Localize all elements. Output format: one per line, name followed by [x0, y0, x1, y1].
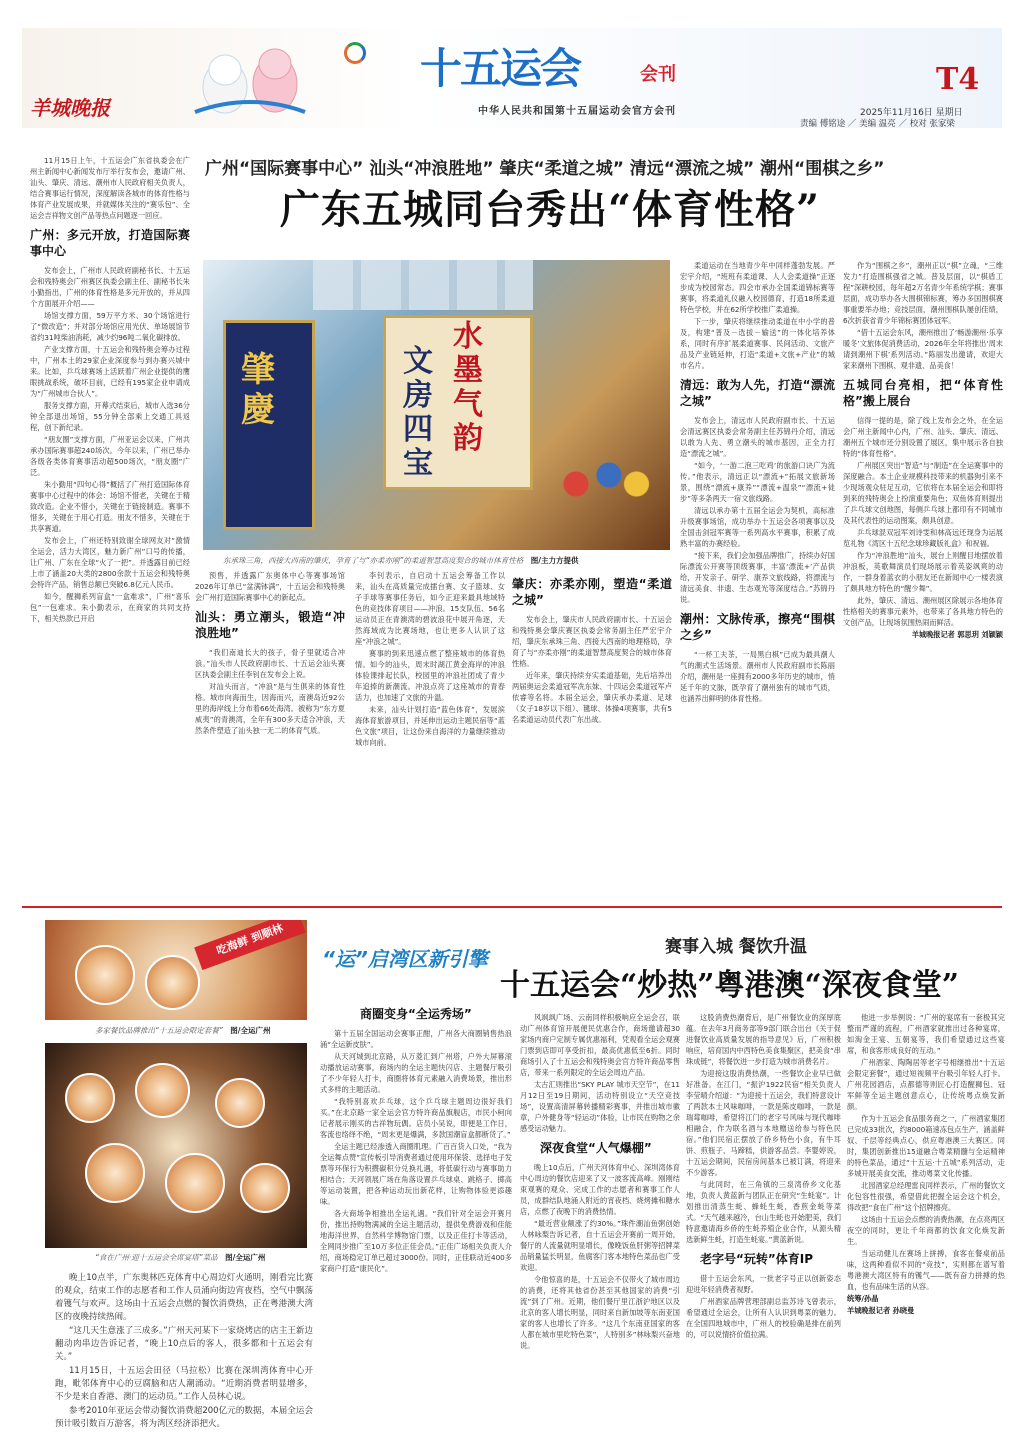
paragraph: 太古汇则推出“SKY PLAY 城市天空节”，在11月12日至19日期间，活动特别设立“天空竞技场”，设置高清屏幕转播精彩赛事，并推出城市徽章，户外健身等“轻运动”体验，让市民在购物之余感受运动魅力。 [520, 1080, 680, 1133]
article-photo [45, 920, 307, 1020]
photo-text: 文房四宝 [403, 344, 433, 481]
photo-dish [240, 1163, 290, 1213]
photo-dish [65, 1073, 115, 1123]
photo-text: 水墨气韵 [453, 319, 483, 456]
paragraph: 为迎接这股消费热潮，一些餐饮企业早已做好准备。在江门，“振沪1922民宿”相关负责人李莹晴介绍道：“为迎接十五运会，我们特意设计了两款本土风味咖啡，一款是陈皮咖啡，一款是瑞莓咖啡，希望将江门的老字号风味与现代咖啡相融合，作为联名酒与本地赠送给参与特色民宿。”他们民宿正摆放了侨乡特色小食，有牛耳饼、煎瓶子、马蹄糕，供游客品尝。李婴婷说，十五运会期间，民宿房间基本已被订满，将迎来不少游客。 [686, 1069, 841, 1177]
photo-figurines [543, 430, 653, 520]
supplement-subtitle: 中华人民共和国第十五届运动会官方会刊 [478, 106, 676, 117]
article-column [55, 1272, 313, 1432]
article-column [843, 260, 1003, 905]
paragraph: 近年来，肇庆持续夯实柔道基础，先后培养出两届奥运会柔道冠军冼东妹、十四运会柔道冠军卢依睿等名将。本届全运会，肇庆承办柔道、足球（女子18岁以下组）、毽球、体操4项赛事，共有5名柔道运动员代表广东出战。 [512, 671, 672, 724]
article-column [680, 260, 835, 905]
mascot-illustration [190, 32, 310, 122]
paragraph: “最近营业额涨了约30%。”珠件潮汕鱼粥创始人林咏梨告诉记者，自十五运会开赛前一周开始，餐厅的人流量就明显增长，像晚饭鱼肝粥等招牌菜品销量猛长明显，鱼腐客门客本地特色菜品也广受欢迎。 [520, 1219, 680, 1272]
paragraph: “如今，‘一游二泡三吃鸡’的旅游口诀广为流传。”他表示，清远正以“漂流+”拓展文旅新场景，围绕“漂流+康养”“漂流+温泉”“漂流+徒步”等多条两天一宿文旅线路。 [680, 461, 835, 503]
paragraph: 服务支撑方面，开幕式结束后，城市入选36分钟全部退出场馆，55分钟全部乘上交通工具返程，创下新纪录。 [30, 401, 190, 432]
section-heading: 广州：多元开放，打造国际赛事中心 [30, 228, 190, 258]
article-column [520, 1012, 680, 1432]
article-kicker: 广州“国际赛事中心” 汕头“冲浪胜地” 肇庆“柔道之城” 清远“漂流之城” 潮州“围棋之乡” [205, 159, 885, 179]
section-heading: 深夜食堂“人气爆棚” [540, 1141, 652, 1155]
photo-caption: 东承珠三角，西接大西南的肇庆，孕育了与“亦柔亦刚”的柔道智慧高度契合的城市体育性格 图/主力方提供 [223, 556, 579, 565]
issue-date: 2025年11月16日 星期日 [860, 108, 963, 118]
article-byline: 羊城晚报记者 孙晓曼 [847, 1306, 915, 1315]
photo-dish [215, 1078, 265, 1128]
section-heading: 老字号“玩转”体育IP [700, 1252, 814, 1266]
paragraph: 产业支撑方面，十五运会和残特奥会筹办过程中，广州本土的29家企业深度参与到办赛兴城中来。比如，乒乓球赛场上活跃着广州企业提供的鹰眼挑战系统，破坏目前，已经有195家企业申请成为“广州城市合伙人”。 [30, 345, 190, 398]
paragraph: 李钊表示，自启动十五运会筹备工作以来，汕头在高质量完成擂台赛、女子篮球、女子手球等赛事任务后，如今正迎来最具地域特色的竞技体育项目——冲浪。15支队伍、56名运动员正在青澳湾的碧波浪花中展开角逐，天然海域成为比赛场地，也让更多人认识了这座“冲浪之城”。 [355, 571, 505, 646]
paragraph: 预售，并透露广东奥体中心等赛事场馆2026年订单已“盆满钵满”，十五运会和残特奥会广州打造国际赛事中心的新起点。 [195, 571, 345, 602]
article-lead: 11月15日上午，十五运会广东省执委会在广州主新闻中心新闻发布厅举行发布会，邀请广州、汕头、肇庆、清远、潮州市人民政府相关负责人，结合赛事运行情况，深度解读各城市的体育性格与体育产业发展成果，并就媒体关注的“赛乐包”、全运会吉祥物文创产品等热点问题逐一回应。 [30, 156, 190, 220]
paragraph: 柔道运动在当地青少年中同样蓬勃发展。严宏宇介绍，“班班有柔道课、人人会柔道操”正逐步成为校园常态。四会市承办全国柔道锦标赛等赛事，将柔道礼仪融入校园德育，打造18所柔道特色学校，并在62所学校推广柔道操。 [680, 261, 835, 314]
paragraph: 这股消费热潮背后，是广州餐饮业的深厚底蕴。在去年3月商务部等9部门联合出台《关于促进餐饮业高质量发展的指导意见》后，广州积极响应，培育国内中西特色美食集聚区，把美食“串珠成链”，将餐饮进一步打造为城市消费名片。 [686, 1013, 841, 1066]
games-emblem-icon [344, 42, 366, 64]
paragraph: “这几天生意涨了三成多。”广州天河某下一家烧烤店的店主王新边翻动肉串边告诉记者，“晚上10点后的客人，很多都和十五运会有关。” [55, 1326, 313, 1362]
paragraph: 作为“冲浪胜地”汕头，展台上则醒目地摆放着冲浪板，英歌舞演员们现场展示着英姿飒爽的动作，一群身着蓝衣的小朋友还在新闻中心一楼表演了颇具地方特色的“醒少舞”。 [843, 551, 1003, 593]
photo-caption: “食在广州·迎十五运会全席宴塔”菜品 图/全运广州 [95, 1253, 266, 1262]
photo-sign: 吃海鲜 到顺林 [194, 920, 306, 970]
article-column [30, 155, 190, 905]
section-heading: 肇庆：亦柔亦刚，塑造“柔道之城” [512, 577, 672, 607]
paragraph: 与此同时，在三角镇的三泉湾侨乡文化基地，负责人黄蓝新与团队正在研究“生蚝宴”。计划推出清蒸生蚝、蜂蚝生蚝，香煎金蚝等菜式。“天气越来越冷，台山生蚝也开始肥美，我们特意邀请海乡侨的生蚝养殖企业合作，从源头精选新鲜生蚝，打造生蚝宴。”黄蓝新说。 [686, 1180, 841, 1244]
article-headline: 广东五城同台秀出“体育性格” [280, 186, 821, 233]
section-divider [22, 906, 1002, 908]
paragraph: 场馆支撑方面，59万平方米、30个场馆进行了“微改造”；并对部分场馆应用光伏、单场展馆节省约31吨柴油消耗，减少约96吨二氧化碳排放。 [30, 311, 190, 342]
article-headline: 十五运会“炒热”粤港澳“深夜食堂” [500, 968, 960, 1003]
paragraph: 11月15日，十五运会田径（马拉松）比赛在深圳湾体育中心开跑，毗邻体育中心的豆腐脑和店人潮涌动。“近期消费者明显增多，不少是来自香港、澳门的运动员。”工作人员林心说。 [55, 1366, 313, 1402]
article-byline: 羊城晚报记者 郭思玥 刘颖颖 [911, 630, 1003, 639]
paragraph: 广州酒家品牌营理部副总监苏诗飞曾表示，希望通过全运会，让所有人认识到粤菜的魅力。在全国四地城市中，广州人的校验确是排在前列的，可以说情挤价值拉满。 [686, 1297, 841, 1339]
paragraph: 对汕头而言，“冲浪”是与生俱来的体育性格。城市向海而生，因海而兴，南澳岛近92公里的海岸线上分布着66处海湾。被称为“东方夏威夷”的青澳湾，全年有300多天适合冲浪，天然条件塑造了汕头独一无二的体育气质。 [195, 682, 345, 735]
article-column [847, 1012, 1005, 1432]
section-heading: 清远：敢为人先，打造“漂流之城” [680, 378, 835, 408]
editor-credits: 责编 傅铭途 ／ 美编 温亮 ／ 校对 张家梁 [800, 119, 955, 129]
paragraph: “我们南迪长大的孩子，骨子里就适合冲浪。”汕头市人民政府副市长、十五运会汕头赛区执委会副主任李钊在发布会上说。 [195, 648, 345, 679]
paragraph: 各大商场争相推出全运礼遇。“我们针对全运会开赛月份，推出持购物满减的全运主题活动，提供免费游戏和佳能地海洋世界，自然科学博物馆门票，以及正佳打卡等活动，全网同步推广至10万多位正佳会员。”正佳广场相关负责人介绍，商场稳定订单已超过3000份。同时，正佳联动近400多家商户打造“康民化”。 [320, 1209, 512, 1273]
article-column [195, 570, 345, 905]
section-heading: 商圈变身“全运秀场” [360, 1007, 472, 1021]
section-tag: “运”启湾区新引擎 [322, 947, 488, 971]
paragraph: 从天河城到北京路，从万菱汇到广州塔，户外大屏幕滚动播放运动赛事，商场内的全运主题快闪店、主题餐厅吸引了不少年轻人打卡，商圈将体育元素融入消费场景，推出形式多样的主题活动。 [320, 1052, 512, 1094]
paragraph: 全运主题已经渗透入商圈肌理。广百百货入口处，“我为全运舞点赞”宣传板引导消费者通过使用环保袋、选择电子发票等环保行为积攒碳积分兑换礼遇，将低碳行动与赛事助力相结合；天河领展广场在角落设置乒乓球桌、跳格子、掷高等运动装置，把各种运动玩出新花样，让购物体验更添趣味。 [320, 1142, 512, 1206]
paragraph: “朋友圈”支撑方面，广州亚运会以来，广州共承办国际赛事超240场次。今年以来，广州已举办各级各类体育赛事活动超500场次，“朋友圈”广泛。 [30, 435, 190, 477]
section-heading: 汕头：勇立潮头，锻造“冲浪胜地” [195, 610, 345, 640]
paragraph: 借十五运会东风，一批老字号正以创新姿态迎进年轻消费者视野。 [686, 1274, 841, 1294]
paragraph: 信得一提的是，除了线上发布会之外，在全运会广州主新闻中心内，广州、汕头、肇庆、清远、潮州五个城市还分别设置了展区，集中展示各自独特的“体育性格”。 [843, 416, 1003, 458]
photo-credit: 图/全运广州 [225, 1253, 266, 1262]
photo-credit: 图/主力方提供 [530, 556, 579, 565]
photo-inkstones [313, 260, 533, 310]
newspaper-logo: 羊城晚报 [30, 96, 110, 120]
article-editor: 统筹/孙晶 [847, 1294, 879, 1303]
article-column [686, 1012, 841, 1432]
paragraph: 广州酒家、陶陶居等老字号相继推出“十五运会限定套餐”，通过短视频平台吸引年轻人打卡。广州花园酒店，点都德等则匠心打造醒狮包、冠军鲜等全运主题创意点心，让传统粤点焕发新颜。 [847, 1058, 1005, 1111]
paragraph: 广州展区突出“智造”与“制造”在全运赛事中的深度融合。本土企业规模科技带来的机器狗引来不少现场观众驻足互动，它依将在本届全运会和即将到来的残特奥会上扮演重要角色；双鱼体育则提出了乒乓球文创地图，每侧乒乓球上都印有不同城市及其代表性的运动图案，颇具创意。 [843, 461, 1003, 525]
article-column [355, 570, 505, 905]
paragraph: 他进一步举例说：“广州的宴席有一套极其完整而严谨的流程，广州酒家就推出过各种宴席，如淘金王宴、五朝宴等，我们希望通过这些宴席，和食客形成良好的互动。” [847, 1013, 1005, 1055]
supplement-label: 会刊 [640, 64, 676, 85]
paragraph: 令他惊喜的是，十五运会不仅带火了城市周边的消费，还将其他省份甚至其他国家的消费“引流”到了广州。近期，他们餐厅里江浙沪地区以及北京的客人增长明显，同时来自新加坡等东南亚国家的客人也增长了许多。“这几个东南亚国家的客人都在城市里吃特色菜”，人特别多”林咏梨兴奋地说。 [520, 1275, 680, 1350]
article-photo [203, 260, 670, 550]
article-column [512, 570, 672, 905]
paragraph: 发布会上，清远市人民政府副市长、十五运会清远赛区执委会常务副主任苏锦丹介绍，清远以敢为人先、勇立潮头的城市基因，正全力打造“漂流之城”。 [680, 416, 835, 458]
paragraph: 如今，醒狮系列盲盒“一盒难求”，广州“喜乐包”一包难求。朱小勤表示，在商家的共同支持下，相关热款已开启 [30, 592, 190, 623]
photo-credit: 图/全运广州 [230, 1026, 271, 1035]
paragraph: 晚上10点半，广东奥林匹克体育中心周边灯火通明，刚看完比赛的观众，结束工作的志愿者和工作人员涌向街边宵夜档，空气中飘荡着镬气与欢声。这场由十五运会点燃的餐饮消费热，正在粤港澳大湾区的夜晚持续热闹。 [55, 1273, 313, 1322]
paragraph: 清远以承办第十五届全运会为契机，高标准升级赛事场馆，成功举办十五运会各项赛事以及全国击剑冠军赛等一系列高水平赛事，积累了成熟丰富的办赛经验。 [680, 506, 835, 548]
supplement-title: 十五运会 [420, 44, 581, 93]
paragraph: “接下来，我们会加强品牌推广，持续办好国际漂流公开赛等顶级赛事，丰富‘漂流+’产品供给，开发亲子、研学、康养文旅线路，将漂流与清远美食、非遗、生态观光等深度结合。”苏锦丹说。 [680, 551, 835, 604]
paragraph: 风飒飒广场、云南同样积极响应全运会召，联动广州体育馆开展便民优惠合作，商场邀请超30家场内商户定制专属优惠福利，凭观看全运会观赛门票到店即可享受折扣，最高优惠低至6折。同时商场引入了十五运会和残特奥会官方特许商品零售店，带来一系列限定的全运会周边产品。 [520, 1013, 680, 1077]
paragraph: 这场由十五运会点燃的消费热潮，在点亮两区夜空的同时，更让千年商都的饮食文化焕发新生。 [847, 1215, 1005, 1246]
photo-dish [75, 945, 135, 1005]
paragraph: 作为十五运会食品服务商之一，广州酒家集团已完成33批次，约8000箱速冻包点生产，涵盖鲜奴、千层等经典点心，供应粤港澳三大赛区。同时，集团创新推出15道融合粤菜精髓与全运精神的特色菜品，通过“十五运·十五城”系列活动，走多城开展美食交流，推动粤菜文化传播。 [847, 1114, 1005, 1178]
paragraph: 发布会上，肇庆市人民政府副市长、十五运会和残特奥会肇庆赛区执委会常务副主任严宏宇介绍，肇庆东承珠三角、西接大西南的地理格局，孕育了与“亦柔亦刚”的柔道智慧高度契合的城市体育性格。 [512, 615, 672, 668]
paragraph: 发布会上，广州市人民政府副秘书长、十五运会和残特奥会广州赛区执委会副主任、副秘书长朱小勤指出，广州的体育性格是多元开放的，并从四个方面展开介绍—— [30, 266, 190, 308]
paragraph: “一杯工夫茶，一局黑白棋”已成为最具潮人气的潮式生活场景。潮州市人民政府副市长陈丽介绍，潮州是一座拥有2000多年历史的城市，悄延千年的文脉，既孕育了潮州独有的城市气质，也涵养出鲜明的体育性格。 [680, 650, 835, 703]
paragraph: 乒乓球混双冠军刘诗雯和林高远还现身为运展览礼物《湾区十五纪念球珍藏版礼盒》和祝福。 [843, 528, 1003, 548]
photo-caption: 多家餐饮品牌推出“十五运会限定套餐” 图/全运广州 [95, 1026, 271, 1035]
paragraph: 发布会上，广州还特别致谢全球网友对“激情全运会，活力大湾区，魅力新广州”口号的传播，让广州、广东在全球“火了一把”。并透露目前已经上市了涵盖20大类的2800余款十五运会和残特奥会特许产品，销售总额已突破6.8亿元人民币。 [30, 536, 190, 589]
page-number: T4 [936, 62, 980, 97]
photo-dish [135, 1063, 190, 1118]
paragraph: 参考2010年亚运会带动餐饮消费超200亿元的数据，本届全运会预计吸引数百万游客，将为湾区经济添把火。 [55, 1406, 313, 1429]
paragraph: 下一步，肇庆将继续推动柔道在中小学的普及，构建“普及－选拔－输送”的一体化培养体系，同时有序扩展柔道赛事、民间活动、文旅产品及产业链延伸，打造“柔道+文旅+产业”的城市名片。 [680, 317, 835, 370]
article-column [320, 1000, 512, 1432]
paragraph: “我特别喜欢乒乓球，这个乒乓球主题周边很好我们买。”在北京路一家全运会官方特许商品旗舰店，市民小柯向记者展示刚买的吉祥物玩偶。店员小吴说，即便是工作日，客流也络绎不绝，“周末更是爆满，多款国潮盲盒都断货了。” [320, 1097, 512, 1139]
section-heading: 潮州：文脉传承，擦亮“围棋之乡” [680, 612, 835, 642]
article-kicker: 赛事入城 餐饮升温 [665, 937, 807, 957]
section-heading: 五城同台亮相，把“体育性格”搬上展台 [843, 378, 1003, 408]
paragraph: 晚上10点后，广州天河体育中心、深圳湾体育中心周边的餐饮店迎来了又一波客流高峰。刚刚结束观赛的观众、完成工作的志愿者和赛事工作人员，成群结队地涌入附近的宵夜档、烧烤摊和糖水店，点燃了夜晚下的消费热情。 [520, 1163, 680, 1216]
photo-text: 肇慶 [241, 350, 275, 430]
paragraph: 此外，肇庆、清远、潮州展区除展示各地体育性格相关的赛事元素外，也带来了各具地方特色的文创产品，让现场氛围热闹而鲜活。 [843, 596, 1003, 627]
paragraph: 第十五届全国运动会赛事正酣，广州各大商圈销售热浪涌“全运新皮肤”。 [320, 1029, 512, 1049]
paragraph: 朱小勤用“四句心得”概括了广州打造国际体育赛事中心过程中的体会：场馆不惜老，关键在于精致改造。企业不惜小，关键在于链接制造。赛事不惜多，关键在于用心打造。朋友不惜多，关键在于共享赛道。 [30, 480, 190, 533]
photo-dish [165, 1153, 225, 1213]
paragraph: 北园酒家总经理雷良同样表示，广州的餐饮文化包容性很强，希望借此把握全运会这个机会，得改把“食在广州”这个招牌擦亮。 [847, 1181, 1005, 1212]
paragraph: 当运动健儿在赛场上拼搏，食客在餐桌前品味，这两种看似不同的“竞技”，实则都在谱写着粤港澳大湾区特有的镬气——既有奋力拼搏的热血，也有品味生活的从容。 [847, 1249, 1005, 1291]
article-photo [45, 1043, 307, 1248]
paragraph: 未来，汕头计划打造“蓝色体育”，发展滨海体育旅游项目，并延伸出运动主题民宿等“蓝色文旅”项目，让这份来自海洋的力量继续推动城市向前。 [355, 705, 505, 747]
paragraph: 赛事的到来迅速点燃了整座城市的体育热情。如今的汕头，周末时湖江黄金海岸的冲浪体验课排起长队，校园里的冲浪社团成了青少年追捧的新潮流。冲浪点亮了这座城市的青春活力，也加速了文旅的升温。 [355, 649, 505, 702]
photo-dish [145, 955, 200, 1010]
paragraph: “借十五运会东风，潮州推出了‘畅游潮州·乐享暖冬’文旅体促消费活动，2026年全年将推出‘周末请到潮州下棋’系列活动。”陈丽发出邀请，欢迎大家来潮州下围棋、观非遗、品美食！ [843, 328, 1003, 370]
photo-dish [85, 1143, 145, 1203]
paragraph: 作为“围棋之乡”，潮州正以“棋”立魂，“三维发力”打造围棋强省之城。普及层面，以“棋盾工程”深耕校园，每年超2万名青少年系统学棋；赛事层面，成功举办各大围棋锦标赛，筹办多国围棋赛事重要举办地；竞技层面，潮州围棋队屡创佳绩，6次折获省青少年锦标赛团体冠军。 [843, 261, 1003, 325]
